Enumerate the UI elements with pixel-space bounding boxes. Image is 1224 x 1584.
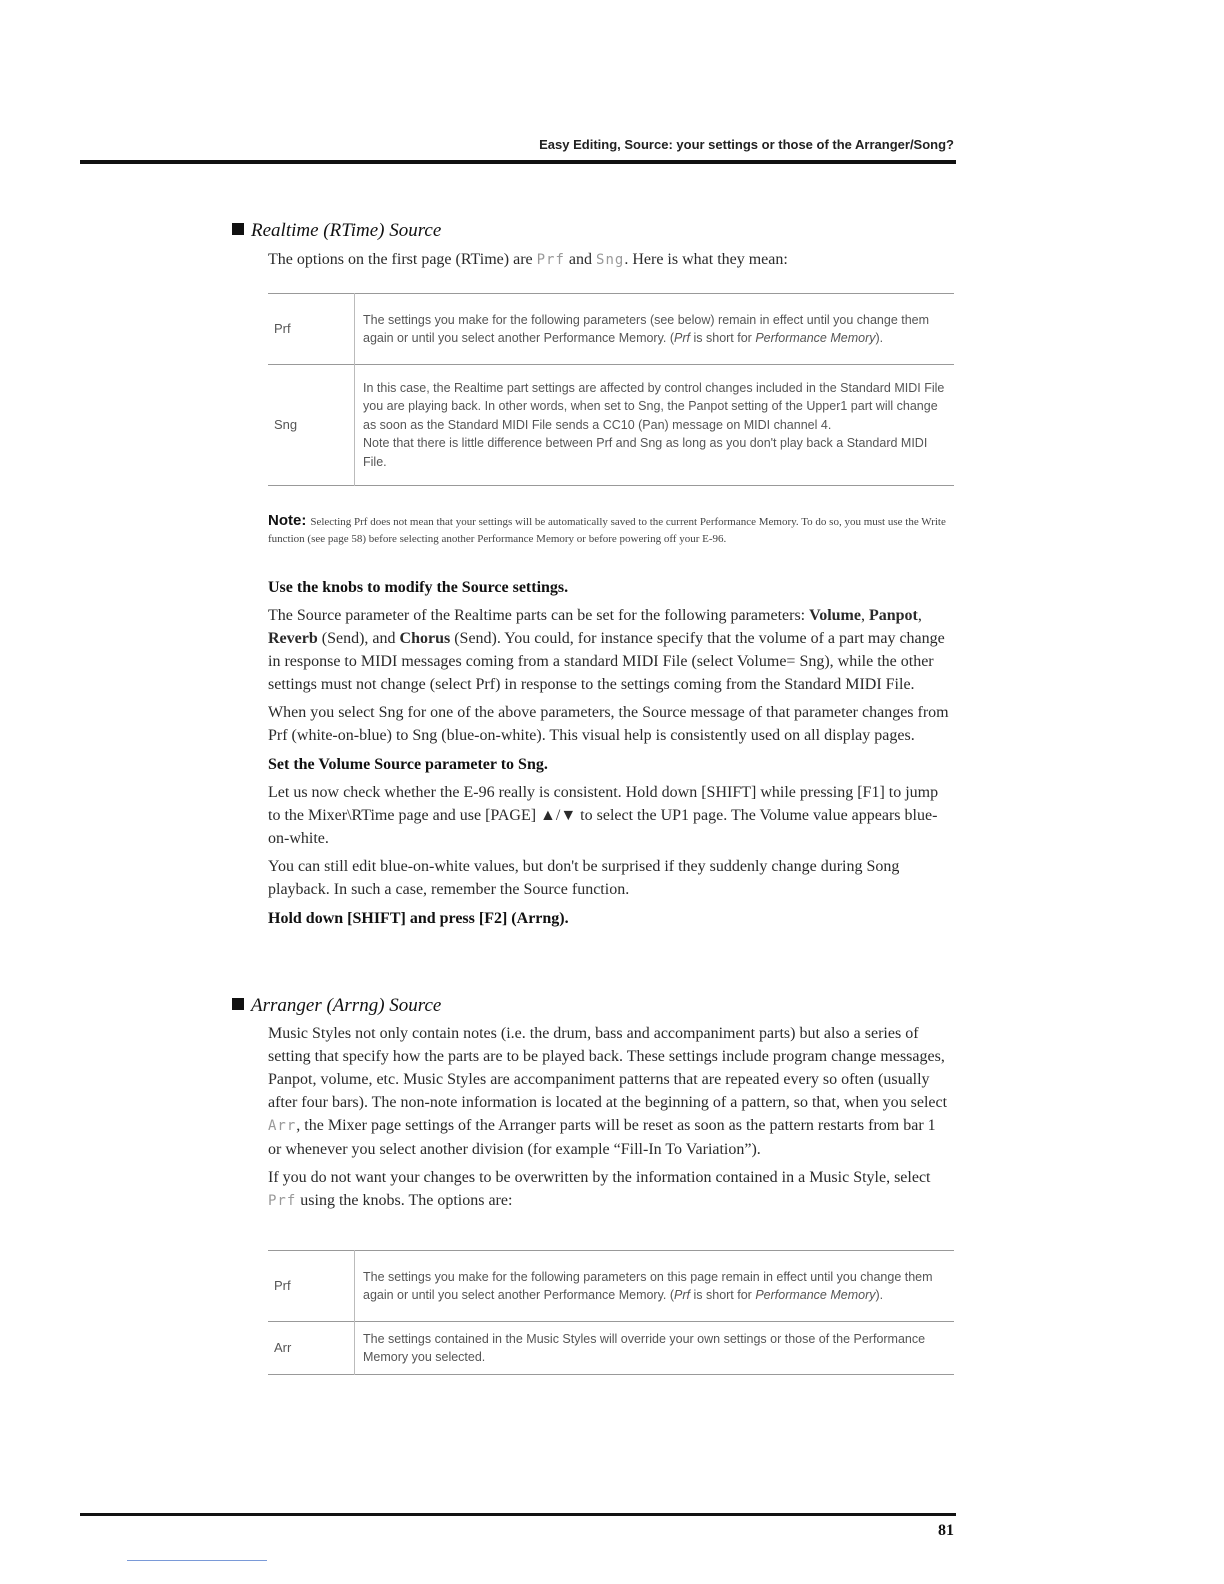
running-header: Easy Editing, Source: your settings or those of the Arranger/Song? — [539, 137, 954, 152]
page-number: 81 — [938, 1522, 954, 1539]
option-name: Arr — [268, 1322, 355, 1375]
section-heading-text: Arranger (Arrng) Source — [251, 995, 442, 1016]
footer-rule — [80, 1513, 956, 1516]
table-row — [268, 294, 954, 365]
table-row — [268, 1322, 954, 1375]
paragraph: When you select Sng for one of the above parameters, the Source message of that parameter changes from Prf (white-on-blue) to Sng (blue-on-white). This visual help is consistently used on all display pages. — [268, 704, 949, 744]
paragraph: You can still edit blue-on-white values, but don't be surprised if they suddenly change during Song playback. In such a case, remember the Source function. — [268, 858, 900, 898]
table-row — [268, 1251, 954, 1322]
note-block — [268, 512, 954, 548]
paragraph: If you do not want your changes to be overwritten by the information contained in a Music Style, select Prf using the knobs. The options are: — [268, 1169, 931, 1209]
section-heading-arranger — [232, 995, 441, 1017]
instruction-step: Set the Volume Source parameter to Sng. — [268, 756, 548, 773]
lcd-arr: Arr — [268, 1118, 297, 1134]
header-rule — [80, 160, 956, 164]
option-description: The settings you make for the following parameters on this page remain in effect until you change them again or until you select another Performance Memory. (Prf is short for Performance Memory). — [363, 1269, 933, 1302]
option-name: Sng — [268, 365, 355, 486]
section-heading-realtime — [232, 220, 441, 242]
option-name: Prf — [268, 294, 355, 365]
instruction-step: Use the knobs to modify the Source settings. — [268, 579, 569, 596]
decorative-line — [127, 1560, 267, 1561]
option-description: The settings contained in the Music Styles will override your own settings or those of the Performance Memory you selected. — [363, 1331, 926, 1364]
lcd-prf: Prf — [268, 1193, 297, 1209]
note-text: Selecting Prf does not mean that your settings will be automatically saved to the current Performance Memory. To do so, you must use the Write function (see page 58) before selecting another Performance Memory or before powering off your E-96. — [268, 516, 946, 545]
section2-body — [268, 1022, 952, 1218]
note-label: Note: — [268, 512, 307, 529]
lcd-prf: Prf — [536, 252, 565, 268]
paragraph: Music Styles not only contain notes (i.e. the drum, bass and accompaniment parts) but also a series of setting that specify how the parts are to be played back. These settings include program change messages, Panpot, volume, etc. Music Styles are accompaniment patterns that are repeated every so often (usually after four bars). The non-note information is located at the beginning of a pattern, so that, when you select Arr, the Mixer page settings of the Arranger parts will be reset as soon as the pattern restarts from bar 1 or whenever you select another division (for example “Fill-In To Variation”). — [268, 1025, 948, 1158]
square-bullet-icon — [232, 998, 244, 1010]
paragraph: The Source parameter of the Realtime parts can be set for the following parameters: Volume, Panpot, Reverb (Send), and Chorus (Send). You could, for instance specify that the volume of a part may change in response to MIDI messages coming from a standard MIDI File (select Volume= Sng), while the other settings must not change (select Prf) in response to the settings coming from the Standard MIDI File. — [268, 607, 945, 693]
section1-body — [268, 576, 952, 935]
option-description: The settings you make for the following parameters (see below) remain in effect until you change them again or until you select another Performance Memory. (Prf is short for Performance Memory). — [363, 312, 930, 345]
paragraph: Let us now check whether the E-96 really is consistent. Hold down [SHIFT] while pressing [F1] to jump to the Mixer\RTime page and use [PAGE] ▲/▼ to select the UP1 page. The Volume value appears blue-on-white. — [268, 784, 939, 847]
lcd-sng: Sng — [596, 252, 625, 268]
option-description: In this case, the Realtime part settings are affected by control changes included in the Standard MIDI File you are playing back. In other words, when set to Sng, the Panpot setting of the Upper1 part will change as soon as the Standard MIDI File sends a CC10 (Pan) message on MIDI channel 4. Note that there is little difference between Prf and Sng as long as you don't play back a Standard MIDI File. — [363, 380, 945, 469]
section-heading-text: Realtime (RTime) Source — [251, 220, 442, 241]
instruction-step: Hold down [SHIFT] and press [F2] (Arrng). — [268, 910, 569, 927]
section1-intro: The options on the first page (RTime) are Prf and Sng. Here is what they mean: — [268, 251, 788, 268]
source-options-table-realtime — [268, 293, 954, 486]
square-bullet-icon — [232, 223, 244, 235]
table-row — [268, 365, 954, 486]
option-name: Prf — [268, 1251, 355, 1322]
source-options-table-arranger — [268, 1250, 954, 1375]
